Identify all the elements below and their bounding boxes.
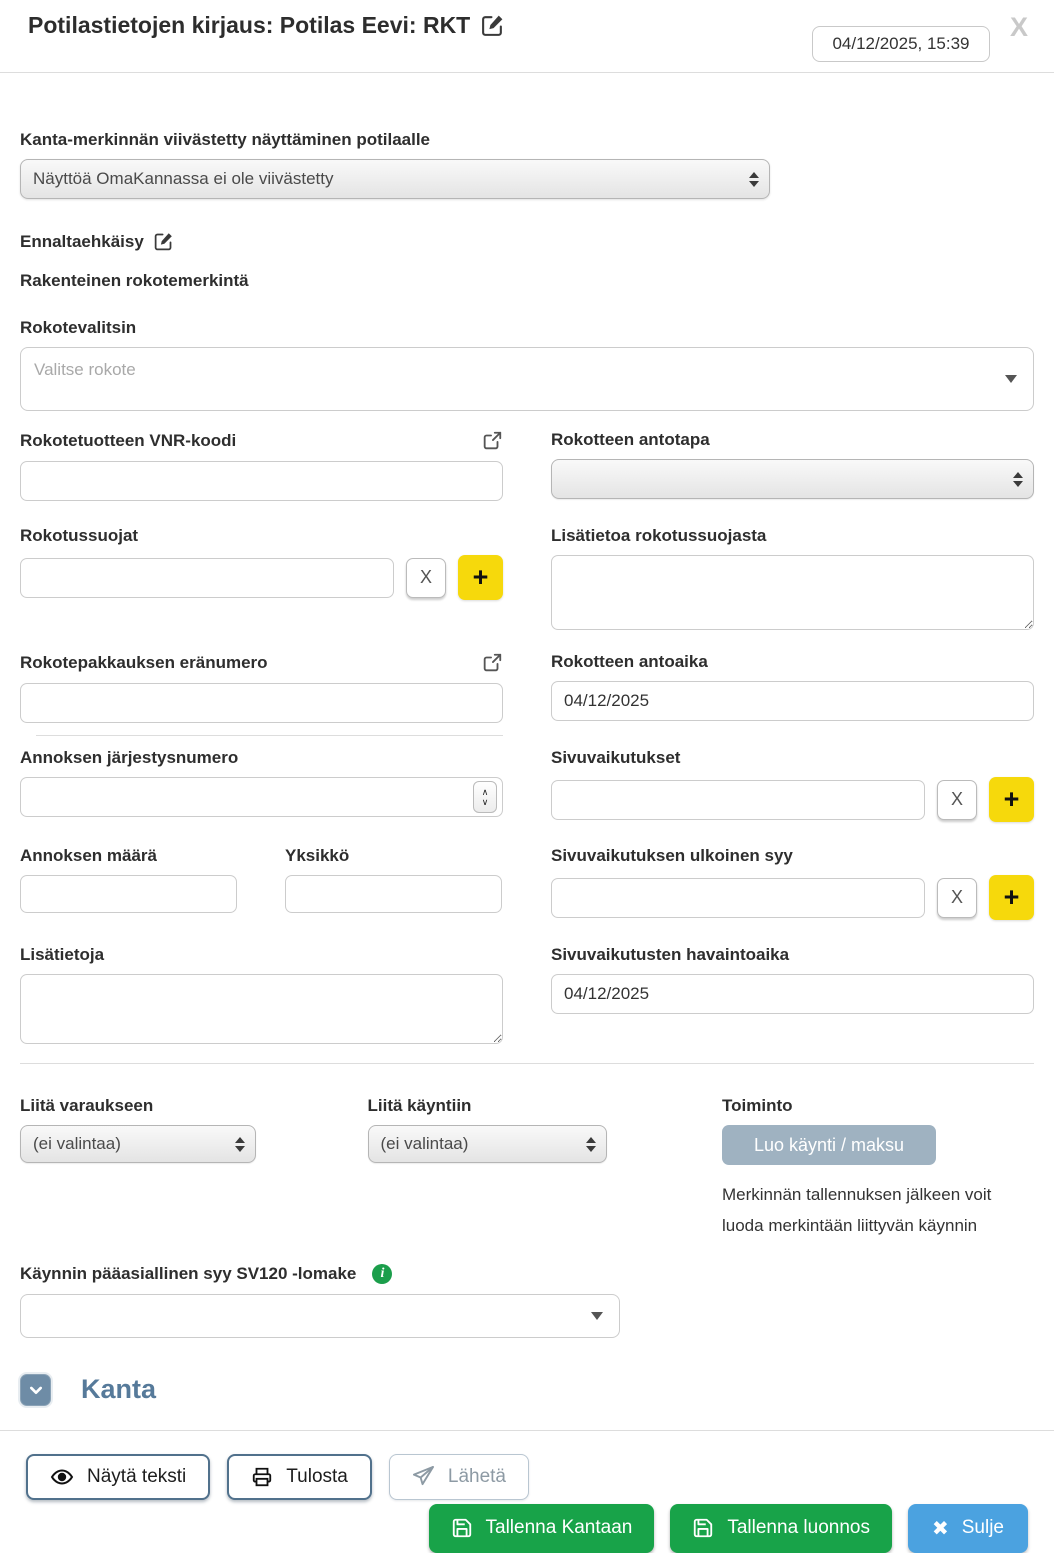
tallenna-kantaan-button[interactable] [429, 1504, 655, 1553]
rokotevalitsin-label: Rokotevalitsin [20, 318, 137, 337]
sivuvaikutukset-add-button[interactable]: + [989, 777, 1034, 822]
footer-actions [0, 1431, 1054, 1553]
vnr-label: Rokotetuotteen VNR-koodi [20, 431, 237, 450]
page-title-text: Potilastietojen kirjaus: Potilas Eevi: RKT [28, 12, 471, 38]
lisatietoja-textarea[interactable] [20, 974, 503, 1044]
jarjestysnumero-label: Annoksen järjestysnumero [20, 748, 239, 767]
liita-varaukseen-group [20, 1096, 256, 1242]
edit-ennaltaehkaisy-icon[interactable] [153, 231, 174, 252]
liita-kayntiin-select[interactable] [368, 1125, 607, 1163]
kanta-delay-value: Näyttöä OmaKannassa ei ole viivästetty [33, 169, 334, 188]
nayta-teksti-button[interactable] [26, 1454, 210, 1500]
antotapa-label: Rokotteen antotapa [551, 430, 710, 449]
ulkoinen-syy-label: Sivuvaikutuksen ulkoinen syy [551, 846, 793, 865]
toiminto-group [722, 1096, 1034, 1242]
page-title [28, 12, 505, 39]
liita-kayntiin-label: Liitä käyntiin [367, 1096, 472, 1115]
sivuvaikutukset-input[interactable] [551, 780, 925, 820]
laheta-button[interactable] [389, 1454, 529, 1500]
kanta-delay-group [20, 130, 770, 199]
antoaika-input[interactable] [551, 681, 1034, 721]
ulkoinen-syy-group [551, 846, 1034, 920]
kanta-collapse-button[interactable] [20, 1374, 51, 1406]
dialog-header [0, 0, 1054, 62]
sv120-label: Käynnin pääasiallinen syy SV120 -lomake [20, 1263, 357, 1283]
sivuvaikutukset-group [551, 748, 1034, 822]
tallenna-kantaan-label: Tallenna Kantaan [485, 1517, 633, 1539]
maara-label: Annoksen määrä [20, 846, 157, 865]
left-column-divider [36, 735, 503, 736]
sv120-group [20, 1264, 1034, 1338]
external-link-icon[interactable] [481, 430, 503, 452]
rokotussuojat-add-button[interactable]: + [458, 555, 503, 600]
edit-title-icon[interactable] [480, 13, 505, 38]
rokotevalitsin-combobox[interactable] [20, 347, 1034, 411]
maara-input[interactable] [20, 875, 237, 913]
eranumero-label: Rokotepakkauksen eränumero [20, 653, 268, 672]
sulje-button[interactable] [908, 1504, 1028, 1553]
yksikko-group [285, 846, 502, 913]
liita-kayntiin-value: (ei valintaa) [380, 1134, 469, 1153]
record-datetime-value: 04/12/2025, 15:39 [832, 34, 970, 53]
ulkoinen-syy-add-button[interactable]: + [989, 875, 1034, 920]
printer-icon [251, 1466, 273, 1488]
eranumero-input[interactable] [20, 683, 503, 723]
antotapa-select[interactable] [551, 459, 1034, 499]
select-updown-icon [749, 172, 759, 187]
select-updown-icon [1013, 472, 1023, 487]
maara-group [20, 846, 237, 913]
sv120-combobox[interactable] [20, 1294, 620, 1338]
section-divider [20, 1063, 1034, 1064]
save-icon [451, 1517, 473, 1539]
sivuvaikutukset-label: Sivuvaikutukset [551, 748, 681, 767]
tulosta-label: Tulosta [286, 1465, 348, 1487]
rakenteinen-heading [20, 271, 1034, 291]
lisatietoja-group [20, 945, 503, 1049]
close-icon: ✖ [931, 1517, 949, 1540]
maara-yksikko-group [20, 846, 503, 920]
rokotussuojat-remove-button[interactable]: X [406, 558, 446, 598]
save-icon [692, 1517, 714, 1539]
rokotussuojat-label: Rokotussuojat [20, 526, 139, 545]
external-link-icon[interactable] [481, 652, 503, 674]
number-stepper[interactable]: ∧ ∨ [473, 781, 497, 813]
rakenteinen-label: Rakenteinen rokotemerkintä [20, 271, 249, 290]
eranumero-group [20, 652, 503, 723]
vnr-input[interactable] [20, 461, 503, 501]
rokotussuojat-group [20, 526, 503, 635]
kanta-delay-label: Kanta-merkinnän viivästetty näyttäminen potilaalle [20, 130, 431, 149]
toiminto-help-text: Merkinnän tallennuksen jälkeen voit luoda merkintään liittyvän käynnin [722, 1185, 992, 1236]
ulkoinen-syy-input[interactable] [551, 878, 925, 918]
chevron-down-icon [1005, 375, 1017, 383]
rokotevalitsin-placeholder: Valitse rokote [34, 360, 136, 379]
select-updown-icon [586, 1137, 596, 1152]
sulje-label: Sulje [961, 1517, 1004, 1539]
record-datetime-field[interactable] [812, 26, 990, 62]
havaintoaika-input[interactable] [551, 974, 1034, 1014]
lisatietoa-rokotussuojasta-textarea[interactable] [551, 555, 1034, 630]
kanta-section-title: Kanta [81, 1374, 157, 1405]
kanta-section-header [20, 1374, 1034, 1406]
select-updown-icon [235, 1137, 245, 1152]
close-icon[interactable]: X [1009, 12, 1028, 42]
vaccine-fields-grid [20, 430, 1034, 1049]
yksikko-label: Yksikkö [285, 846, 350, 865]
havaintoaika-group [551, 945, 1034, 1049]
antoaika-label: Rokotteen antoaika [551, 652, 708, 671]
yksikko-input[interactable] [285, 875, 502, 913]
lisatietoa-rokotussuojasta-label: Lisätietoa rokotussuojasta [551, 526, 767, 545]
antoaika-group [551, 652, 1034, 723]
lisatietoja-label: Lisätietoja [20, 945, 105, 964]
jarjestysnumero-input[interactable] [20, 777, 503, 817]
laheta-label: Lähetä [447, 1465, 506, 1487]
liita-varaukseen-value: (ei valintaa) [33, 1134, 121, 1153]
rokotussuojat-input[interactable] [20, 558, 394, 598]
luo-kaynti-maksu-button[interactable]: Luo käynti / maksu [722, 1125, 936, 1165]
jarjestysnumero-group [20, 748, 503, 822]
tallenna-luonnos-label: Tallenna luonnos [727, 1517, 870, 1539]
tallenna-luonnos-button[interactable] [670, 1504, 892, 1553]
chevron-down-icon [591, 1312, 603, 1320]
ennaltaehkaisy-heading [20, 231, 1034, 252]
sivuvaikutukset-remove-button[interactable]: X [937, 780, 977, 820]
tulosta-button[interactable] [227, 1454, 372, 1500]
ennaltaehkaisy-label: Ennaltaehkäisy [20, 231, 144, 251]
nayta-teksti-label: Näytä teksti [87, 1465, 187, 1487]
liita-varaukseen-label: Liitä varaukseen [20, 1096, 154, 1115]
rokotevalitsin-group [20, 318, 1034, 411]
antotapa-group [551, 430, 1034, 501]
ulkoinen-syy-remove-button[interactable]: X [937, 878, 977, 918]
vnr-group [20, 430, 503, 501]
lisatietoa-rokotussuojasta-group [551, 526, 1034, 635]
liita-varaukseen-select[interactable] [20, 1125, 256, 1163]
liita-kayntiin-group [368, 1096, 607, 1242]
visit-link-section [20, 1096, 1034, 1242]
header-divider [0, 72, 1054, 73]
eye-icon [50, 1465, 74, 1489]
form-body [0, 130, 1054, 1406]
toiminto-label: Toiminto [722, 1096, 793, 1115]
info-icon[interactable]: i [372, 1264, 392, 1284]
send-icon [412, 1465, 435, 1488]
kanta-delay-select[interactable] [20, 159, 770, 199]
havaintoaika-label: Sivuvaikutusten havaintoaika [551, 945, 790, 964]
